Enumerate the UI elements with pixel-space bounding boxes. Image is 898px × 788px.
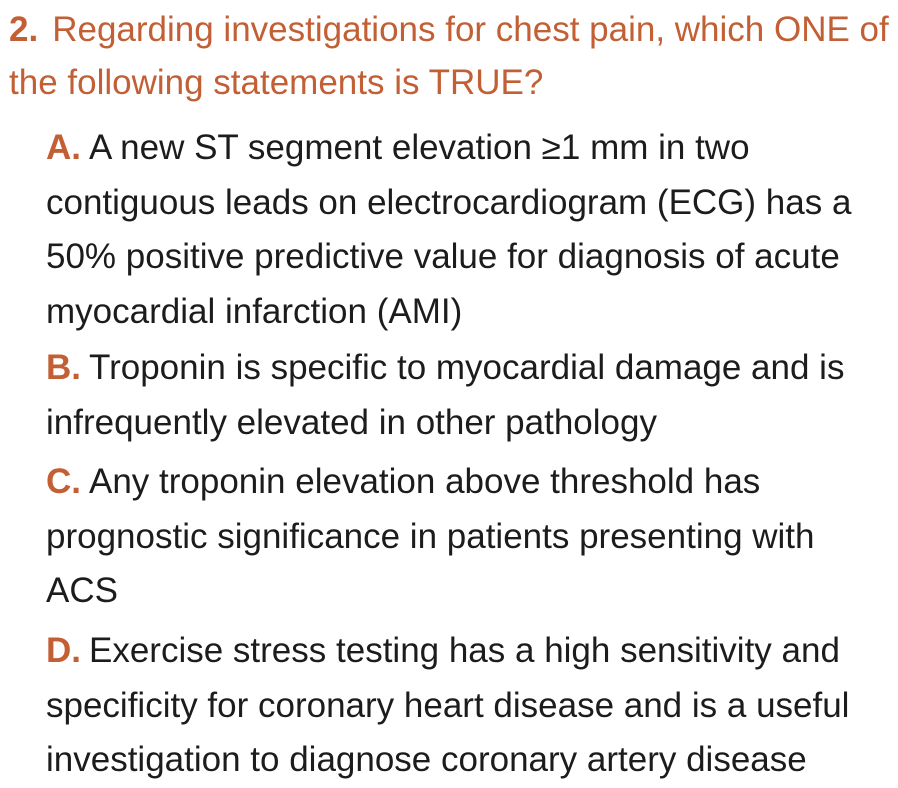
option-letter-b: B. [46,348,81,387]
answer-option-d [46,624,894,788]
option-letter-c: C. [46,462,81,501]
option-text-a: A new ST segment elevation ≥1 mm in two contiguous leads on electrocardiogram (ECG) has a 50% positive predictive value for diagnosis of acute myocardial infarction (AMI) [46,128,852,331]
option-text-d: Exercise stress testing has a high sensitivity and specificity for coronary heart disease and is a useful investigation to diagnose coronary artery disease [46,631,850,779]
option-text-c: Any troponin elevation above threshold has prognostic significance in patients presenting with ACS [46,462,815,610]
question-number: 2. [9,10,39,49]
option-text-b: Troponin is specific to myocardial damage and is infrequently elevated in other pathology [46,348,845,442]
option-letter-d: D. [46,631,81,670]
question-text: Regarding investigations for chest pain, which ONE of the following statements is TRUE? [9,10,889,102]
answer-option-a [46,121,894,339]
answer-option-c [46,455,894,619]
answer-option-b [46,341,894,450]
question-stem [9,3,889,109]
option-letter-a: A. [46,128,81,167]
